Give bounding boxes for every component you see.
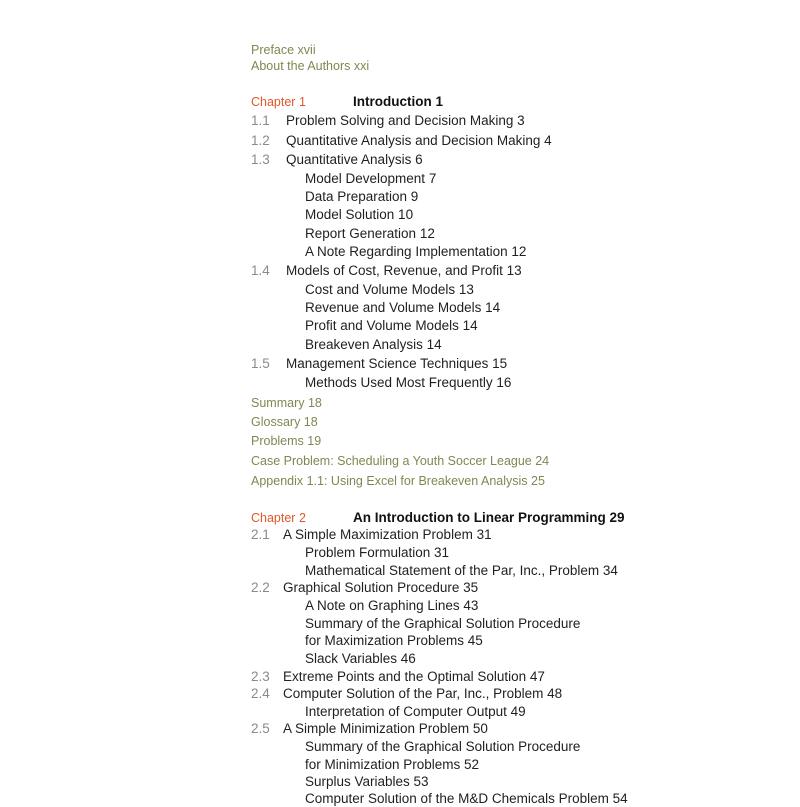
section-number: 2.1	[251, 527, 270, 542]
section-title: Computer Solution of the Par, Inc., Problem 48	[283, 686, 563, 701]
section-title: A Simple Minimization Problem 50	[283, 721, 488, 736]
toc-about-authors: About the Authors xxi	[251, 59, 370, 73]
section-number: 1.2	[251, 133, 270, 148]
section-number: 2.5	[251, 721, 270, 736]
section-title: Quantitative Analysis 6	[286, 152, 423, 167]
section-title: A Simple Maximization Problem 31	[283, 527, 492, 542]
subsection-title: Profit and Volume Models 14	[305, 318, 478, 333]
subsection-title: Report Generation 12	[305, 226, 435, 241]
chapter-2-title: An Introduction to Linear Programming 29	[353, 510, 625, 525]
section-title: Problem Solving and Decision Making 3	[286, 113, 525, 128]
toc-problems: Problems 19	[251, 434, 322, 448]
section-title: Management Science Techniques 15	[286, 356, 508, 371]
chapter-1-label: Chapter 1	[251, 95, 306, 109]
toc-preface: Preface xvii	[251, 43, 316, 57]
subsection-title: Summary of the Graphical Solution Procedure	[305, 616, 581, 631]
subsection-title: Mathematical Statement of the Par, Inc., Problem 34	[305, 563, 618, 578]
subsection-title: A Note Regarding Implementation 12	[305, 244, 527, 259]
subsection-title: for Maximization Problems 45	[305, 633, 483, 648]
section-title: Models of Cost, Revenue, and Profit 13	[286, 263, 522, 278]
chapter-1-title: Introduction 1	[353, 94, 443, 109]
section-title: Quantitative Analysis and Decision Making 4	[286, 133, 552, 148]
subsection-title: Data Preparation 9	[305, 189, 419, 204]
subsection-title: Cost and Volume Models 13	[305, 282, 474, 297]
toc-case-problem: Case Problem: Scheduling a Youth Soccer League 24	[251, 454, 550, 468]
subsection-title: Breakeven Analysis 14	[305, 337, 442, 352]
section-title: Graphical Solution Procedure 35	[283, 580, 479, 595]
section-number: 2.2	[251, 580, 270, 595]
subsection-title: Summary of the Graphical Solution Procedure	[305, 739, 581, 754]
toc-glossary: Glossary 18	[251, 415, 318, 429]
subsection-title: Revenue and Volume Models 14	[305, 300, 501, 315]
section-number: 1.1	[251, 113, 270, 128]
subsection-title: Computer Solution of the M&D Chemicals Problem 54	[305, 791, 628, 806]
section-number: 1.5	[251, 356, 270, 371]
subsection-title: Surplus Variables 53	[305, 774, 429, 789]
subsection-title: Model Development 7	[305, 171, 437, 186]
subsection-title: Model Solution 10	[305, 207, 414, 222]
section-number: 1.4	[251, 263, 270, 278]
toc-appendix: Appendix 1.1: Using Excel for Breakeven Analysis 25	[251, 474, 545, 488]
section-title: Extreme Points and the Optimal Solution 47	[283, 669, 545, 684]
subsection-title: Interpretation of Computer Output 49	[305, 704, 526, 719]
subsection-title: Problem Formulation 31	[305, 545, 450, 560]
section-number: 1.3	[251, 152, 270, 167]
toc-summary: Summary 18	[251, 396, 322, 410]
subsection-title: A Note on Graphing Lines 43	[305, 598, 479, 613]
section-number: 2.4	[251, 686, 270, 701]
subsection-title: Slack Variables 46	[305, 651, 416, 666]
section-number: 2.3	[251, 669, 270, 684]
chapter-2-label: Chapter 2	[251, 511, 306, 525]
subsection-title: Methods Used Most Frequently 16	[305, 375, 512, 390]
subsection-title: for Minimization Problems 52	[305, 757, 480, 772]
